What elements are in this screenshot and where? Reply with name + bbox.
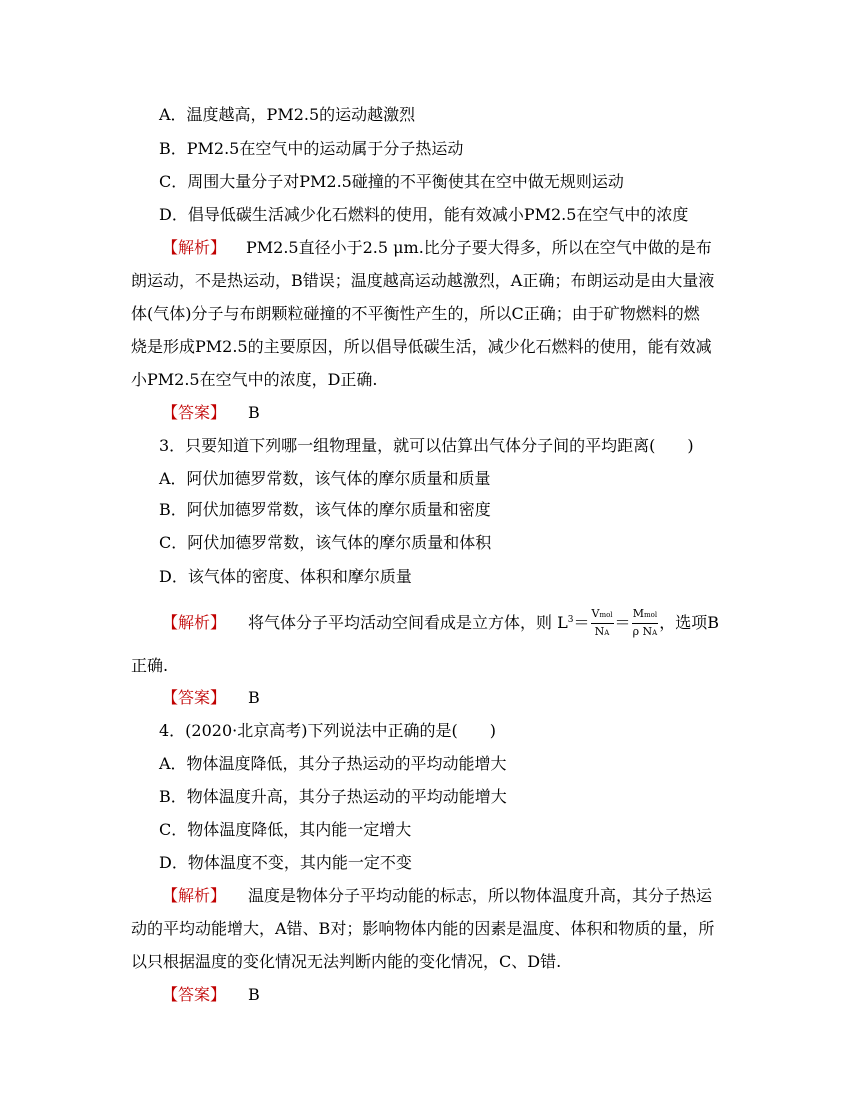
q2-analysis-line-2: 朗运动，不是热运动，B错误；温度越高运动越激烈，A正确；布朗运动是由大量液 — [131, 271, 715, 290]
q2-answer-line — [162, 403, 752, 423]
formula-fraction-mass: $\frac{\text{Mmol}}{\text{ρ NA}}$ — [632, 607, 658, 638]
q2-analysis-line-4: 烧是形成PM2.5的主要原因，所以倡导低碳生活，减少化石燃料的使用，能有效减 — [131, 337, 712, 356]
q3-option-b: B．阿伏加德罗常数，该气体的摩尔质量和密度 — [159, 500, 491, 519]
q2-analysis-text-1: PM2.5直径小于2.5 μm.比分子要大得多，所以在空气中做的是布 — [246, 238, 712, 257]
q3-analysis-line-1 — [162, 604, 752, 640]
formula: $L^3=$ $\frac{\text{Vmol}}{NA}$ ＝ $\frac{\text{Mmol}}{\text{ρ NA}}$ — [557, 607, 658, 638]
q4-analysis-line-2: 动的平均动能增大，A错、B对；影响物体内能的因素是温度、体积和物质的量，所 — [131, 919, 715, 938]
q4-option-b: B．物体温度升高，其分子热运动的平均动能增大 — [159, 787, 507, 806]
q3-analysis-line-2: 正确. — [131, 656, 169, 675]
answer-tag: 【答案】 — [162, 688, 227, 707]
q4-stem: 4．(2020·北京高考)下列说法中正确的是( ) — [159, 721, 496, 740]
q2-analysis-line-1 — [162, 238, 752, 258]
answer-tag: 【答案】 — [162, 403, 227, 422]
answer-tag: 【答案】 — [162, 985, 227, 1004]
formula-fraction-volume: $\frac{\text{Vmol}}{NA}$ — [591, 607, 613, 638]
q2-option-b: B．PM2.5在空气中的运动属于分子热运动 — [159, 139, 464, 158]
q4-analysis-text-1: 温度是物体分子平均动能的标志，所以物体温度升高，其分子热运 — [248, 886, 713, 905]
q3-stem: 3．只要知道下列哪一组物理量，就可以估算出气体分子间的平均距离( ) — [159, 436, 694, 455]
q4-answer-line — [162, 985, 752, 1005]
q3-analysis-prefix: 将气体分子平均活动空间看成是立方体，则 — [248, 613, 553, 632]
q2-answer: B — [248, 403, 260, 422]
q2-option-c: C．周围大量分子对PM2.5碰撞的不平衡使其在空中做无规则运动 — [159, 172, 624, 191]
q4-answer: B — [248, 985, 260, 1004]
q3-analysis-suffix: ，选项B — [659, 613, 719, 632]
q2-analysis-line-5: 小PM2.5在空气中的浓度，D正确. — [131, 370, 378, 389]
q4-analysis-line-3: 以只根据温度的变化情况无法判断内能的变化情况，C、D错. — [131, 952, 562, 971]
q4-analysis-line-1 — [162, 886, 752, 906]
q3-option-d: D．该气体的密度、体积和摩尔质量 — [159, 567, 412, 586]
q3-answer: B — [248, 688, 260, 707]
q4-option-d: D．物体温度不变，其内能一定不变 — [159, 853, 412, 872]
q3-option-a: A．阿伏加德罗常数，该气体的摩尔质量和质量 — [159, 469, 491, 488]
analysis-tag: 【解析】 — [162, 886, 227, 905]
analysis-tag: 【解析】 — [162, 613, 227, 632]
q2-analysis-line-3: 体(气体)分子与布朗颗粒碰撞的不平衡性产生的，所以C正确；由于矿物燃料的燃 — [131, 304, 700, 323]
q4-option-a: A．物体温度降低，其分子热运动的平均动能增大 — [159, 754, 507, 773]
q2-option-d: D．倡导低碳生活减少化石燃料的使用，能有效减小PM2.5在空气中的浓度 — [159, 205, 689, 224]
analysis-tag: 【解析】 — [162, 238, 227, 257]
q2-option-a: A．温度越高，PM2.5的运动越激烈 — [159, 105, 416, 124]
q4-option-c: C．物体温度降低，其内能一定增大 — [159, 820, 412, 839]
q3-answer-line — [162, 688, 752, 708]
q3-option-c: C．阿伏加德罗常数，该气体的摩尔质量和体积 — [159, 533, 492, 552]
